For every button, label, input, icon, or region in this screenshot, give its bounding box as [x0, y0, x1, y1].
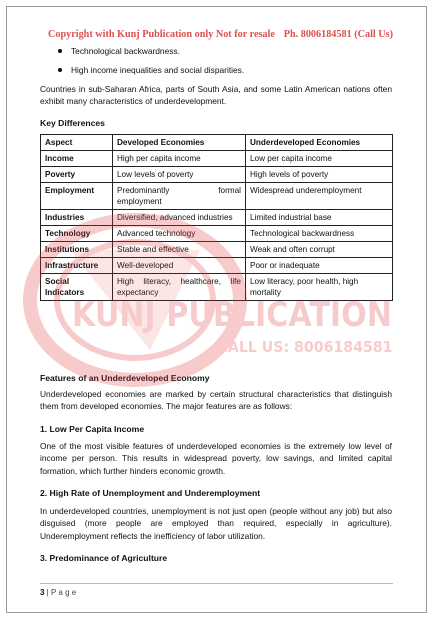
table-header-cell: Underdeveloped Economies: [246, 135, 393, 151]
key-differences-heading: Key Differences: [40, 118, 105, 128]
bullet-dot-icon: [58, 68, 62, 72]
page-footer: [40, 588, 76, 597]
table-cell: Institutions: [41, 242, 113, 258]
bullet-item: [58, 46, 180, 56]
table-cell: Technological backwardness: [246, 226, 393, 242]
table-header-cell: Aspect: [41, 135, 113, 151]
footer-divider: [40, 583, 393, 584]
table-cell: Industries: [41, 210, 113, 226]
copyright-text: Copyright with Kunj Publication only Not for resale: [48, 29, 275, 40]
features-heading: Features of an Underdeveloped Economy: [40, 373, 210, 383]
table-cell: Widespread underemployment: [246, 183, 393, 210]
table-header-row: [41, 135, 393, 151]
table-cell: Income: [41, 151, 113, 167]
section-1-heading: 1. Low Per Capita Income: [40, 424, 145, 434]
section-1-paragraph: One of the most visible features of underdeveloped economies is the extremely low level of income per person. This results in widespread poverty, low savings, and limited capital formation, which further hinders economic growth.: [40, 441, 392, 476]
table-cell: High per capita income: [113, 151, 246, 167]
table-row: [41, 167, 393, 183]
section-2-paragraph: In underdeveloped countries, unemployment is not just open (people without any job) but also disguised (more people are employed than required, especially in agriculture). Underemployment reflects the inefficiency of labor utilization.: [40, 506, 392, 541]
page-number: 3: [40, 588, 45, 597]
table-cell: Diversified, advanced industries: [113, 210, 246, 226]
table-cell: Well-developed: [113, 258, 246, 274]
table-cell: Low literacy, poor health, high mortality: [246, 274, 393, 301]
table-cell: Employment: [41, 183, 113, 210]
table-cell: High levels of poverty: [246, 167, 393, 183]
table-cell: Social Indicators: [41, 274, 113, 301]
table-cell: Low levels of poverty: [113, 167, 246, 183]
table-cell: High literacy, healthcare, life expectancy: [113, 274, 246, 301]
page-label: P a g e: [50, 588, 77, 597]
key-differences-table: [40, 134, 393, 301]
table-row: [41, 242, 393, 258]
features-paragraph: Underdeveloped economies are marked by certain structural characteristics that distinguish them from developed economies. The major features are as follows:: [40, 389, 392, 412]
bullet-dot-icon: [58, 49, 62, 53]
table-cell: Limited industrial base: [246, 210, 393, 226]
table-cell: Predominantly formal employment: [113, 183, 246, 210]
bullet-text: Technological backwardness.: [71, 46, 180, 56]
section-3-heading: 3. Predominance of Agriculture: [40, 553, 168, 563]
table-cell: Advanced technology: [113, 226, 246, 242]
copyright-header: [48, 29, 393, 40]
footer-separator: |: [44, 588, 51, 597]
table-cell: Poverty: [41, 167, 113, 183]
bullet-text: High income inequalities and social disparities.: [71, 65, 245, 75]
table-cell: Low per capita income: [246, 151, 393, 167]
table-row: [41, 274, 393, 301]
table-cell: Stable and effective: [113, 242, 246, 258]
phone-text: Ph. 8006184581 (Call Us): [283, 29, 393, 40]
watermark-phone: CALL US: 8006184581: [217, 338, 393, 356]
watermark-name: KUNJ PUBLICATION: [72, 295, 392, 335]
table-row: [41, 183, 393, 210]
table-cell: Poor or inadequate: [246, 258, 393, 274]
table-cell: Infrastructure: [41, 258, 113, 274]
table-row: [41, 151, 393, 167]
intro-paragraph: Countries in sub-Saharan Africa, parts of South Asia, and some Latin American nations often exhibit many characteristics of underdevelopment.: [40, 84, 392, 107]
table-row: [41, 210, 393, 226]
bullet-item: [58, 65, 244, 75]
table-row: [41, 226, 393, 242]
section-2-heading: 2. High Rate of Unemployment and Underemployment: [40, 488, 261, 498]
table-row: [41, 258, 393, 274]
table-cell: Weak and often corrupt: [246, 242, 393, 258]
table-cell: Technology: [41, 226, 113, 242]
table-header-cell: Developed Economies: [113, 135, 246, 151]
